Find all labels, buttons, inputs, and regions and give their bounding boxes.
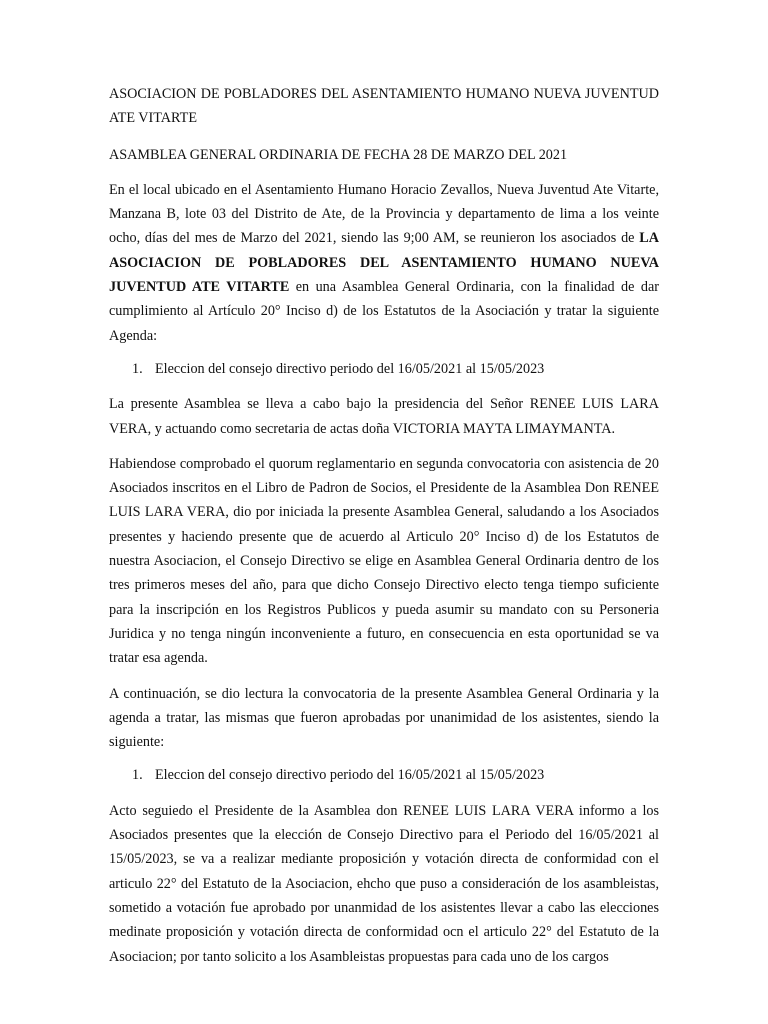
- paragraph-convocation: A continuación, se dio lectura la convocatoria de la presente Asamblea General Ordinaria y la agenda a tratar, las mismas que fueron aprobadas por unanimidad de los asistentes, siendo la siguiente:: [109, 685, 659, 751]
- paragraph-election: Acto seguiedo el Presidente de la Asamblea don RENEE LUIS LARA VERA informo a los Asociados presentes que la elección de Consejo Directivo para el Periodo del 16/05/2021 al 15/05/2023, se va a realizar mediante proposición y votación directa de conformidad con el articulo 22° del Estatuto de la Asociacion, ehcho que puso a consideración de los asambleistas, sometido a votación fue aprobado por unanmidad de los asistentes llevar a cabo las elecciones medinate proposición y votación directa de conformidad ocn el articulo 22° del Estatuto de la Asociacion; por tanto solicito a los Asambleistas propuestas para cada uno de los cargos: [109, 802, 659, 965]
- agenda-item: [109, 763, 659, 787]
- association-name-bold: LA ASOCIACION DE POBLADORES DEL ASENTAMIENTO HUMANO NUEVA JUVENTUD ATE VITARTE: [109, 230, 659, 296]
- agenda-item: [109, 357, 659, 381]
- agenda-item-text: Eleccion del consejo directivo periodo del 16/05/2021 al 15/05/2023: [155, 360, 545, 377]
- paragraph-opening-text: En el local ubicado en el Asentamiento Humano Horacio Zevallos, Nueva Juventud Ate Vitarte, Manzana B, lote 03 del Distrito de Ate, de la Provincia y departamento de lima a los veinte ocho, días del mes de Marzo del 2021, siendo las 9;00 AM, se reunieron los asociados de: [109, 181, 659, 247]
- agenda-list-first: [109, 357, 659, 381]
- agenda-item-number: 1.: [132, 360, 143, 377]
- paragraph-presidency: La presente Asamblea se lleva a cabo bajo la presidencia del Señor RENEE LUIS LARA VERA, y actuando como secretaria de actas doña VICTORIA MAYTA LIMAYMANTA.: [109, 396, 659, 437]
- agenda-item-number: 1.: [132, 767, 143, 784]
- agenda-item-text: Eleccion del consejo directivo periodo del 16/05/2021 al 15/05/2023: [155, 767, 545, 784]
- document-title: ASOCIACION DE POBLADORES DEL ASENTAMIENTO HUMANO NUEVA JUVENTUD ATE VITARTE: [109, 86, 659, 127]
- assembly-subtitle: ASAMBLEA GENERAL ORDINARIA DE FECHA 28 DE MARZO DEL 2021: [109, 146, 568, 163]
- paragraph-opening-text-end: en una Asamblea General Ordinaria, con la finalidad de dar cumplimiento al Artículo 20° Inciso d) de los Estatutos de la Asociación y tratar la siguiente Agenda:: [109, 279, 660, 344]
- agenda-list-second: [109, 763, 659, 787]
- paragraph-opening: [109, 178, 659, 348]
- paragraph-quorum: Habiendose comprobado el quorum reglamentario en segunda convocatoria con asistencia de 20 Asociados inscritos en el Libro de Padron de Socios, el Presidente de la Asamblea Don RENEE LUIS LARA VERA, dio por iniciada la presente Asamblea General, saludando a los Asociados presentes y haciendo presente que de acuerdo al Articulo 20° Inciso d) de los Estatutos de nuestra Asociacion, el Consejo Directivo se elige en Asamblea General Ordinaria dentro de los tres primeros meses del año, para que dicho Consejo Directivo electo tenga tiempo suficiente para la inscripción en los Registros Publicos y pueda asumir su mandato con su Personeria Juridica y no tenga ningún inconveniente a futuro, en consecuencia en esta oportunidad se va tratar esa agenda.: [109, 455, 659, 667]
